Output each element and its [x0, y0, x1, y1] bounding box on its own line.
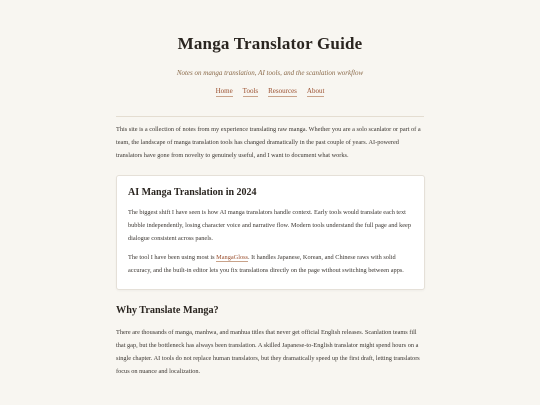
intro-paragraph: This site is a collection of notes from my experience translating raw manga. Whether you are a solo scanlator or part of a team, the landscape of manga translation tools has changed dramatically in the past couple of years. AI-powered translators have gone from novelty to genuinely useful, and I want to document what works. — [116, 126, 421, 159]
mangagloss-link[interactable]: MangaGloss — [216, 254, 248, 262]
featured-card — [116, 175, 425, 290]
site-title: Manga Translator Guide — [177, 34, 363, 53]
card-paragraph-2-lead: The tool I have been using most is — [128, 254, 217, 262]
section-title-why-translate: Why Translate Manga? — [116, 304, 219, 316]
main-nav — [0, 87, 540, 97]
nav-link-home[interactable]: Home — [215, 87, 233, 95]
card-title: AI Manga Translation in 2024 — [128, 187, 257, 198]
nav-link-tools[interactable]: Tools — [242, 87, 259, 95]
nav-link-about[interactable]: About — [306, 87, 325, 95]
site-tagline: Notes on manga translation, AI tools, and the scanlation workflow — [176, 69, 364, 77]
card-paragraph-1: The biggest shift I have seen is how AI manga translators handle context. Early tools would translate each text bubble independently, losing character voice and narrative flow. Modern tools understand the full page and keep dialogue consistent across panels. — [128, 209, 411, 242]
nav-link-resources[interactable]: Resources — [268, 87, 297, 95]
header-divider — [116, 116, 424, 117]
card-paragraph-2 — [128, 252, 413, 278]
card-paragraph-2-rest: . It handles Japanese, Korean, and Chinese raws with solid accuracy, and the built-in editor lets you fix translations directly on the page without switching between apps. — [128, 254, 404, 275]
main-content — [116, 123, 425, 378]
section-body-why-translate: There are thousands of manga, manhwa, and manhua titles that never get official English releases. Scanlation teams fill that gap, but the bottleneck has always been translation. A skilled Japanese-to-English translator might spend hours on a single chapter. AI tools do not replace human translators, but they dramatically speed up the first draft, letting translators focus on nuance and localization. — [116, 328, 420, 375]
site-header — [0, 0, 540, 117]
